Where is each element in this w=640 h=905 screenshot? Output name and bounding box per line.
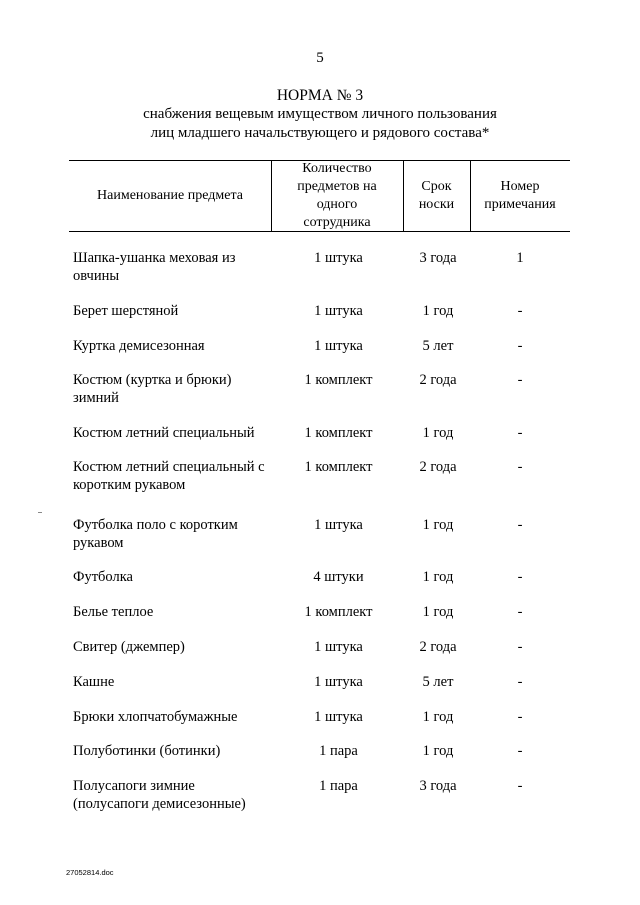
item-term: 1 год (422, 604, 454, 620)
header-quantity: Количество предметов на одного сотрудника (297, 160, 377, 230)
item-quantity: 1 пара (319, 743, 358, 759)
item-term: 1 год (422, 303, 454, 319)
item-note: - (517, 674, 523, 690)
header-note: Номер примечания (484, 178, 556, 212)
file-name-footer: 27052814.doc (66, 868, 114, 877)
item-term: 5 лет (422, 674, 454, 690)
item-term: 1 год (422, 517, 454, 533)
item-quantity: 1 штука (314, 338, 363, 354)
item-note: - (517, 517, 523, 533)
item-quantity: 1 комплект (304, 425, 373, 441)
title-line-3: лиц младшего начальствующего и рядового состава* (150, 125, 490, 141)
item-quantity: 1 комплект (304, 372, 373, 388)
item-note: - (517, 709, 523, 725)
item-name: Костюм летний специальный с коротким рукавом (73, 459, 265, 493)
item-term: 2 года (419, 459, 457, 475)
item-quantity: 1 штука (314, 674, 363, 690)
item-name: Полусапоги зимние (полусапоги демисезонные) (73, 778, 246, 812)
item-quantity: 1 штука (314, 303, 363, 319)
item-quantity: 1 штука (314, 709, 363, 725)
item-note: - (517, 338, 523, 354)
page-number: 5 (316, 50, 324, 66)
item-name: Брюки хлопчатобумажные (73, 709, 238, 725)
document-title (0, 86, 640, 143)
item-note: 1 (516, 250, 524, 266)
item-name: Шапка-ушанка меховая из овчины (73, 250, 236, 284)
item-term: 1 год (422, 743, 454, 759)
item-note: - (517, 459, 523, 475)
item-quantity: 1 комплект (304, 459, 373, 475)
header-name: Наименование предмета (97, 187, 243, 203)
item-note: - (517, 425, 523, 441)
title-line-2: снабжения вещевым имуществом личного пользования (143, 106, 497, 122)
item-quantity: 4 штуки (313, 569, 364, 585)
item-term: 1 год (422, 569, 454, 585)
item-note: - (517, 743, 523, 759)
title-line-1: НОРМА № 3 (276, 87, 364, 104)
item-name: Белье теплое (73, 604, 154, 620)
item-name: Берет шерстяной (73, 303, 179, 319)
item-term: 1 год (422, 425, 454, 441)
item-name: Кашне (73, 674, 115, 690)
item-note: - (517, 303, 523, 319)
item-term: 1 год (422, 709, 454, 725)
item-name: Футболка поло с коротким рукавом (73, 517, 238, 551)
item-quantity: 1 комплект (304, 604, 373, 620)
item-term: 5 лет (422, 338, 454, 354)
item-note: - (517, 604, 523, 620)
item-term: 3 года (419, 778, 457, 794)
margin-mark (38, 512, 42, 513)
item-quantity: 1 штука (314, 250, 363, 266)
item-name: Костюм (куртка и брюки) зимний (73, 372, 232, 406)
item-note: - (517, 778, 523, 794)
item-term: 3 года (419, 250, 457, 266)
item-name: Футболка (73, 569, 133, 585)
item-quantity: 1 пара (319, 778, 358, 794)
item-note: - (517, 569, 523, 585)
item-name: Полуботинки (ботинки) (73, 743, 221, 759)
item-name: Костюм летний специальный (73, 425, 255, 441)
item-term: 2 года (419, 372, 457, 388)
item-quantity: 1 штука (314, 639, 363, 655)
item-note: - (517, 372, 523, 388)
item-quantity: 1 штука (314, 517, 363, 533)
header-term: Срок носки (418, 178, 455, 212)
item-name: Свитер (джемпер) (73, 639, 185, 655)
item-note: - (517, 639, 523, 655)
item-term: 2 года (419, 639, 457, 655)
item-name: Куртка демисезонная (73, 338, 205, 354)
